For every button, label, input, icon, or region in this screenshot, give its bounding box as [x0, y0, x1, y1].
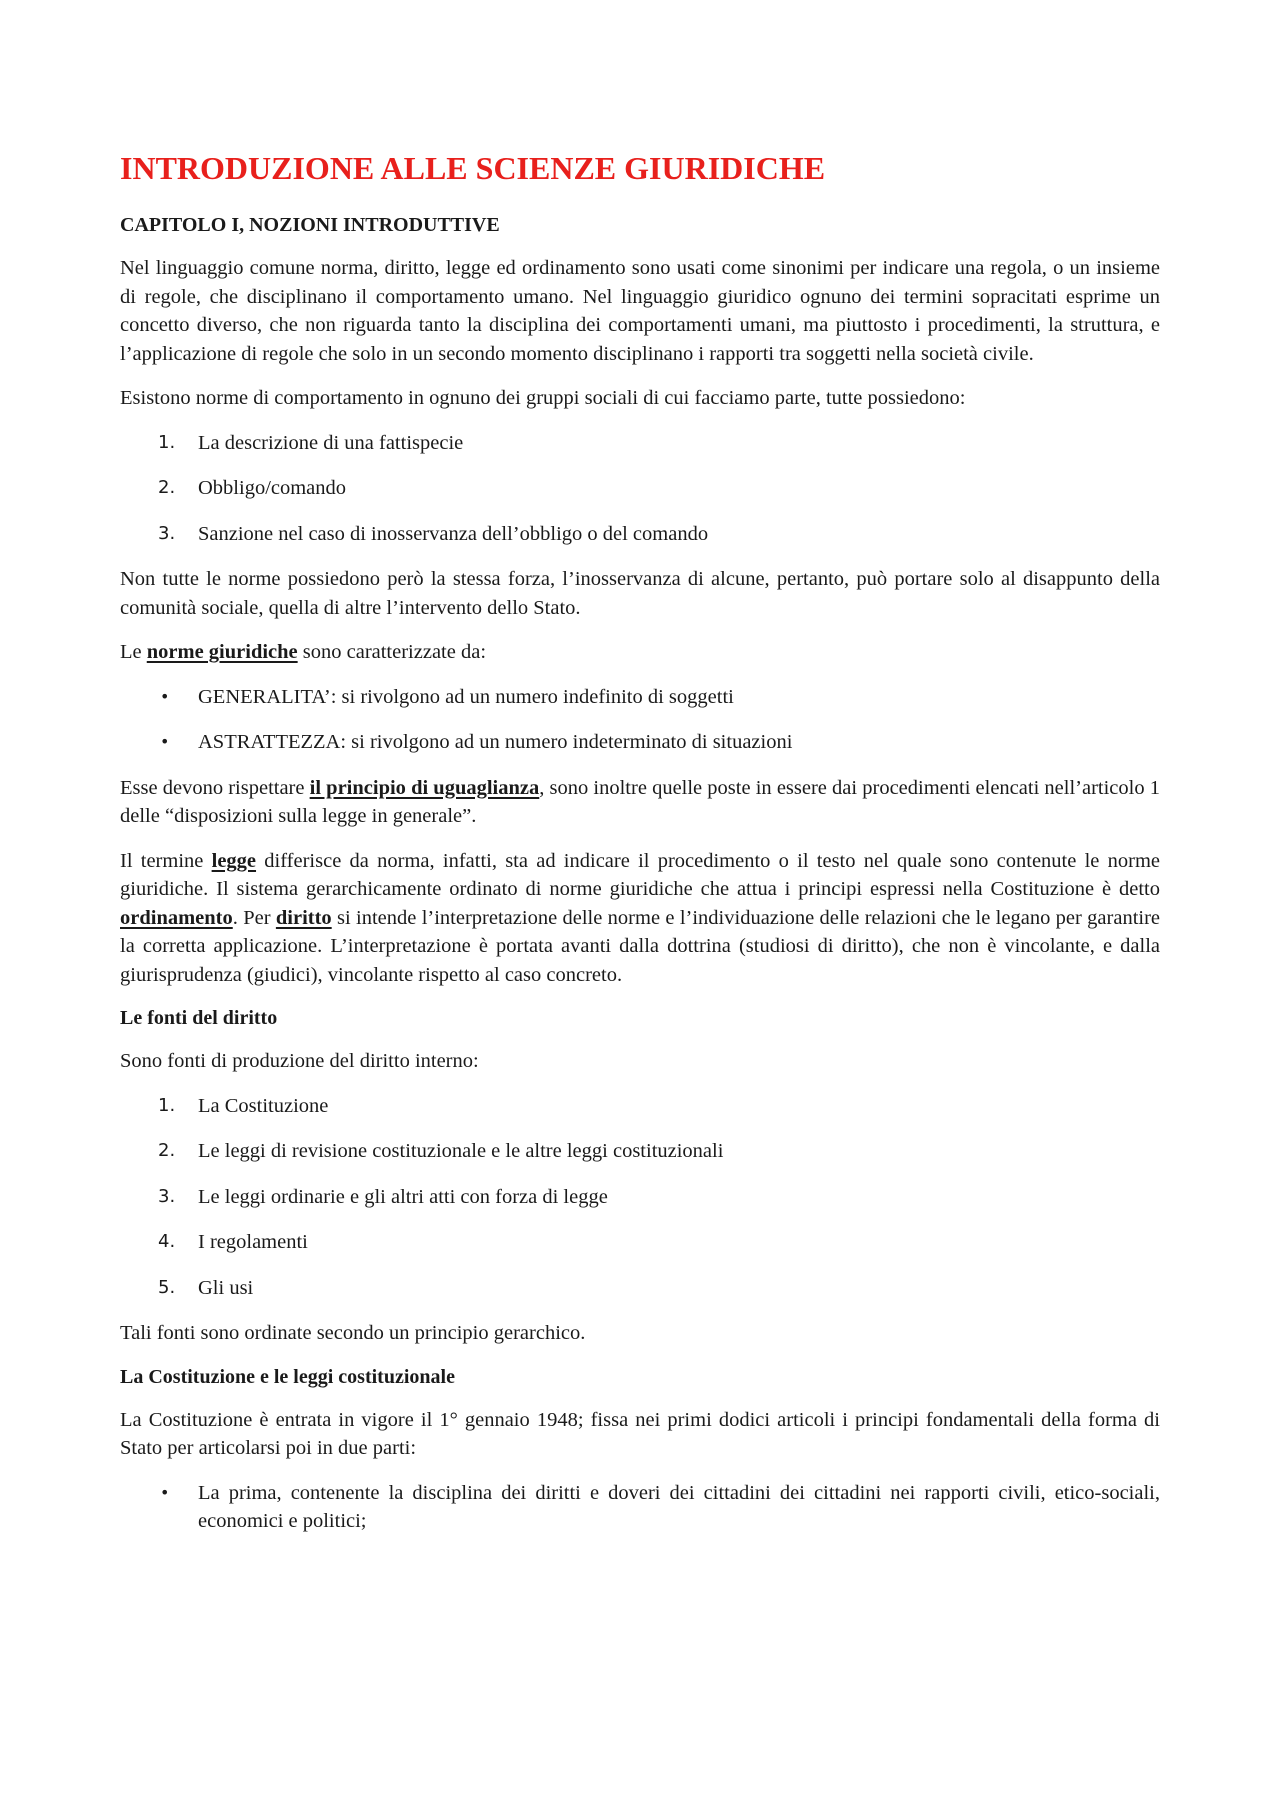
- list-item: [120, 474, 1160, 503]
- bullet-icon: •: [160, 1482, 170, 1502]
- list-item-text: Obbligo/comando: [198, 477, 347, 499]
- term-principio-uguaglianza: il principio di uguaglianza: [309, 776, 540, 799]
- numbered-list-elements: [120, 429, 1160, 549]
- list-item-text: GENERALITA’: si rivolgono ad un numero indefinito di soggetti: [198, 685, 734, 708]
- list-number: 2.: [158, 1140, 176, 1161]
- list-item: [120, 520, 1160, 549]
- paragraph-intro: Nel linguaggio comune norma, diritto, legge ed ordinamento sono usati come sinonimi per indicare una regola, o un insieme di regole, che disciplinano il comportamento umano. Nel linguaggio giuridico ognuno dei termini sopracitati esprime un concetto diverso, che non riguarda tanto la disciplina dei comportamenti umani, ma piuttosto i procedimenti, la struttura, e l’applicazione di regole che solo in un secondo momento disciplinano i rapporti tra soggetti nella società civile.: [120, 257, 1160, 365]
- list-item-text: Gli usi: [198, 1276, 254, 1299]
- paragraph-costituzione: La Costituzione è entrata in vigore il 1° gennaio 1948; fissa nei primi dodici articoli i principi fondamentali della forma di Stato per articolarsi poi in due parti:: [120, 1408, 1160, 1459]
- term-norme-giuridiche: norme giuridiche: [146, 641, 298, 663]
- list-number: 2.: [158, 477, 176, 498]
- paragraph-fonti-intro: Sono fonti di produzione del diritto interno:: [120, 1050, 479, 1072]
- paragraph-gerarchia: Tali fonti sono ordinate secondo un principio gerarchico.: [120, 1322, 586, 1344]
- bullet-list-parti: [120, 1479, 1160, 1536]
- section-heading-costituzione: La Costituzione e le leggi costituzionale: [120, 1365, 455, 1388]
- list-item-text: ASTRATTEZZA: si rivolgono ad un numero indeterminato di situazioni: [198, 731, 793, 753]
- bullet-icon: •: [160, 686, 170, 706]
- list-item: [120, 1228, 1160, 1257]
- paragraph-uguaglianza: Esse devono rispettare il principio di uguaglianza, sono inoltre quelle poste in essere dai procedimenti elencati nell’articolo 1 delle “disposizioni sulla legge in generale”.: [120, 776, 1160, 827]
- list-item: [120, 1479, 1160, 1536]
- list-number: 1.: [158, 1094, 176, 1116]
- list-number: 1.: [158, 431, 176, 453]
- bullet-list-caratteristiche: [120, 683, 1160, 757]
- list-item: [120, 683, 1160, 712]
- list-item: [120, 429, 1160, 458]
- list-item-text: La Costituzione: [198, 1094, 329, 1117]
- list-item: [120, 1137, 1160, 1166]
- list-item-text: La descrizione di una fattispecie: [198, 431, 464, 454]
- term-legge: legge: [211, 849, 257, 872]
- list-number: 3.: [158, 522, 176, 544]
- section-heading-fonti: Le fonti del diritto: [120, 1007, 278, 1029]
- chapter-heading: CAPITOLO I, NOZIONI INTRODUTTIVE: [120, 214, 500, 236]
- paragraph-norme-giuridiche: Le norme giuridiche sono caratterizzate da:: [120, 641, 487, 663]
- list-item-text: La prima, contenente la disciplina dei diritti e doveri dei cittadini dei cittadini nei rapporti civili, etico-sociali, economici e politici;: [198, 1481, 1160, 1532]
- paragraph-norme-comportamento: Esistono norme di comportamento in ognuno dei gruppi sociali di cui facciamo parte, tutte possiedono:: [120, 387, 966, 409]
- paragraph-legge-ordinamento-diritto: Il termine legge differisce da norma, infatti, sta ad indicare il procedimento o il testo nel quale sono contenute le norme giuridiche. Il sistema gerarchicamente ordinato di norme giuridiche che attua i principi espressi nella Costituzione è detto ordinamento. Per diritto si intende l’interpretazione delle norme e l’individuazione delle relazioni che le legano per garantire la corretta applicazione. L’interpretazione è portata avanti dalla dottrina (studiosi di diritto), che non è vincolante, e dalla giurisprudenza (giudici), vincolante rispetto al caso concreto.: [120, 849, 1161, 986]
- bullet-icon: •: [160, 732, 170, 751]
- paragraph-forza-norme: Non tutte le norme possiedono però la stessa forza, l’inosservanza di alcune, pertanto, può portare solo al disappunto della comunità sociale, quella di altre l’intervento dello Stato.: [120, 568, 1160, 619]
- list-item-text: Sanzione nel caso di inosservanza dell’obbligo o del comando: [198, 522, 709, 545]
- numbered-list-fonti: [120, 1092, 1160, 1303]
- document-page: [120, 150, 1160, 1553]
- list-item-text: Le leggi ordinarie e gli altri atti con forza di legge: [198, 1185, 608, 1208]
- list-number: 4.: [158, 1231, 176, 1252]
- term-diritto: diritto: [275, 906, 332, 929]
- list-item: [120, 1092, 1160, 1121]
- list-number: 5.: [158, 1276, 176, 1298]
- list-item-text: Le leggi di revisione costituzionale e le altre leggi costituzionali: [198, 1140, 724, 1162]
- term-ordinamento: ordinamento: [120, 906, 233, 929]
- document-title: INTRODUZIONE ALLE SCIENZE GIURIDICHE: [120, 150, 826, 186]
- list-item: [120, 728, 1160, 757]
- list-item: [120, 1274, 1160, 1303]
- list-number: 3.: [158, 1185, 176, 1207]
- list-item: [120, 1183, 1160, 1212]
- list-item-text: I regolamenti: [198, 1231, 308, 1253]
